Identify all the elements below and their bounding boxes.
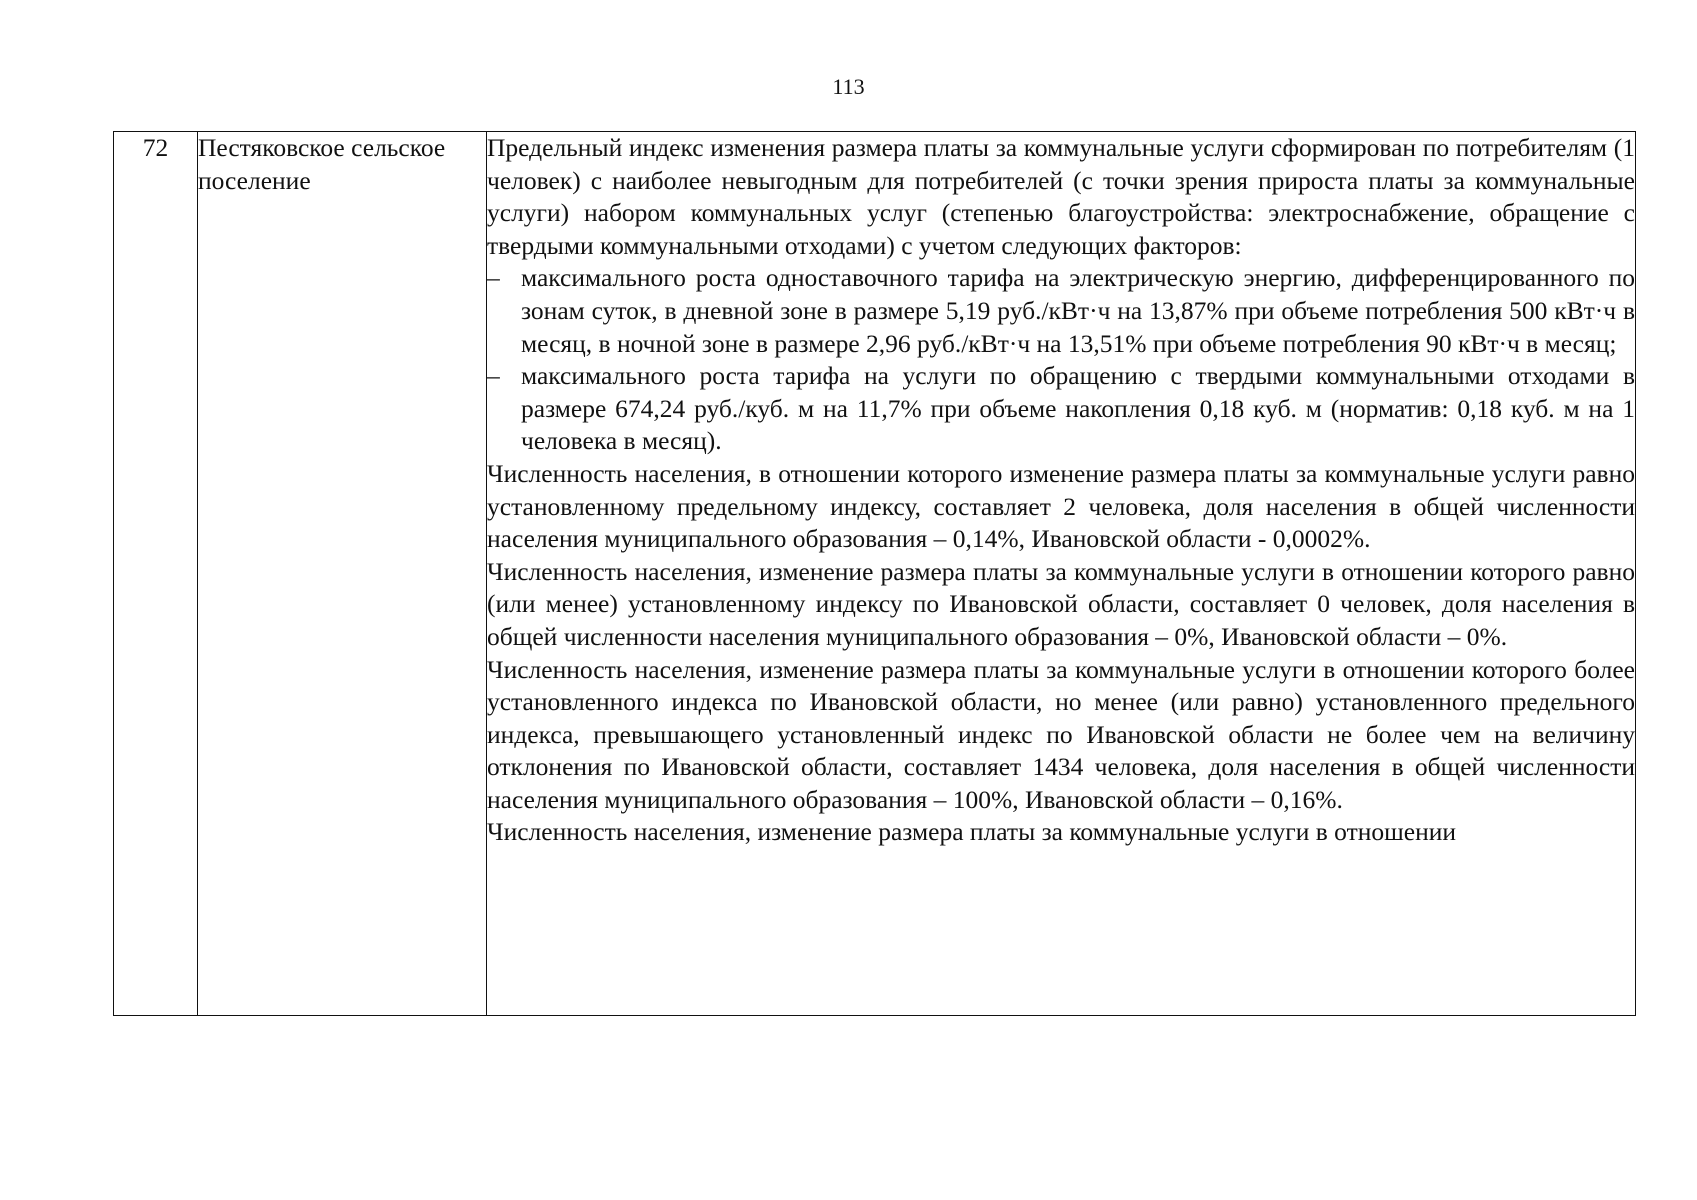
row-number: 72 xyxy=(142,133,169,162)
document-table xyxy=(113,131,1636,1016)
paragraph: Численность населения, изменение размера платы за коммунальные услуги в отношении xyxy=(487,817,1457,847)
bullet-text: максимального роста тарифа на услуги по обращению с твердыми коммунальными отходами в размере 674,24 руб./куб. м на 11,7% при объеме накопления 0,18 куб. м (норматив: 0,18 куб. м на 1 человека в месяц). xyxy=(521,361,1635,456)
bullet-marker: – xyxy=(487,263,500,293)
municipality-name: Пестяковское сельское поселение xyxy=(198,133,446,195)
paragraph: Численность населения, изменение размера платы за коммунальные услуги в отношении которого более установленного индекса по Ивановской области, но менее (или равно) установленного предельного индекса, превышающего установленный индекс по Ивановской области не более чем на величину отклонения по Ивановской области, составляет 1434 человека, доля населения в общей численности населения муниципального образования – 100%, Ивановской области – 0,16%. xyxy=(487,654,1635,814)
page-number: 113 xyxy=(832,74,865,99)
description-cell xyxy=(487,132,1636,1016)
intro-paragraph: Предельный индекс изменения размера платы за коммунальные услуги сформирован по потребителям (1 человек) с наиболее невыгодным для потребителей (с точки зрения прироста платы за коммунальные услуги) набором коммунальных услуг (степенью благоустройства: электроснабжение, обращение с твердыми коммунальными отходами) с учетом следующих факторов: xyxy=(487,133,1635,260)
bullet-text: максимального роста одноставочного тарифа на электрическую энергию, дифференцированного по зонам суток, в дневной зоне в размере 5,19 руб./кВт·ч на 13,87% при объеме потребления 500 кВт·ч в месяц, в ночной зоне в размере 2,96 руб./кВт·ч на 13,51% при объеме потребления 90 кВт·ч в месяц; xyxy=(521,263,1635,358)
bullet-marker: – xyxy=(487,361,500,391)
paragraph: Численность населения, изменение размера платы за коммунальные услуги в отношении которого равно (или менее) установленному индексу по Ивановской области, составляет 0 человек, доля населения в общей численности населения муниципального образования – 0%, Ивановской области – 0%. xyxy=(487,556,1635,651)
bullet-item xyxy=(487,360,1635,458)
table-row xyxy=(114,132,1636,1016)
paragraph: Численность населения, в отношении которого изменение размера платы за коммунальные услуги равно установленному предельному индексу, составляет 2 человека, доля населения в общей численности населения муниципального образования – 0,14%, Ивановской области - 0,0002%. xyxy=(487,458,1635,554)
municipality-name-cell xyxy=(198,132,487,1016)
row-number-cell xyxy=(114,132,198,1016)
bullet-item xyxy=(487,262,1635,360)
